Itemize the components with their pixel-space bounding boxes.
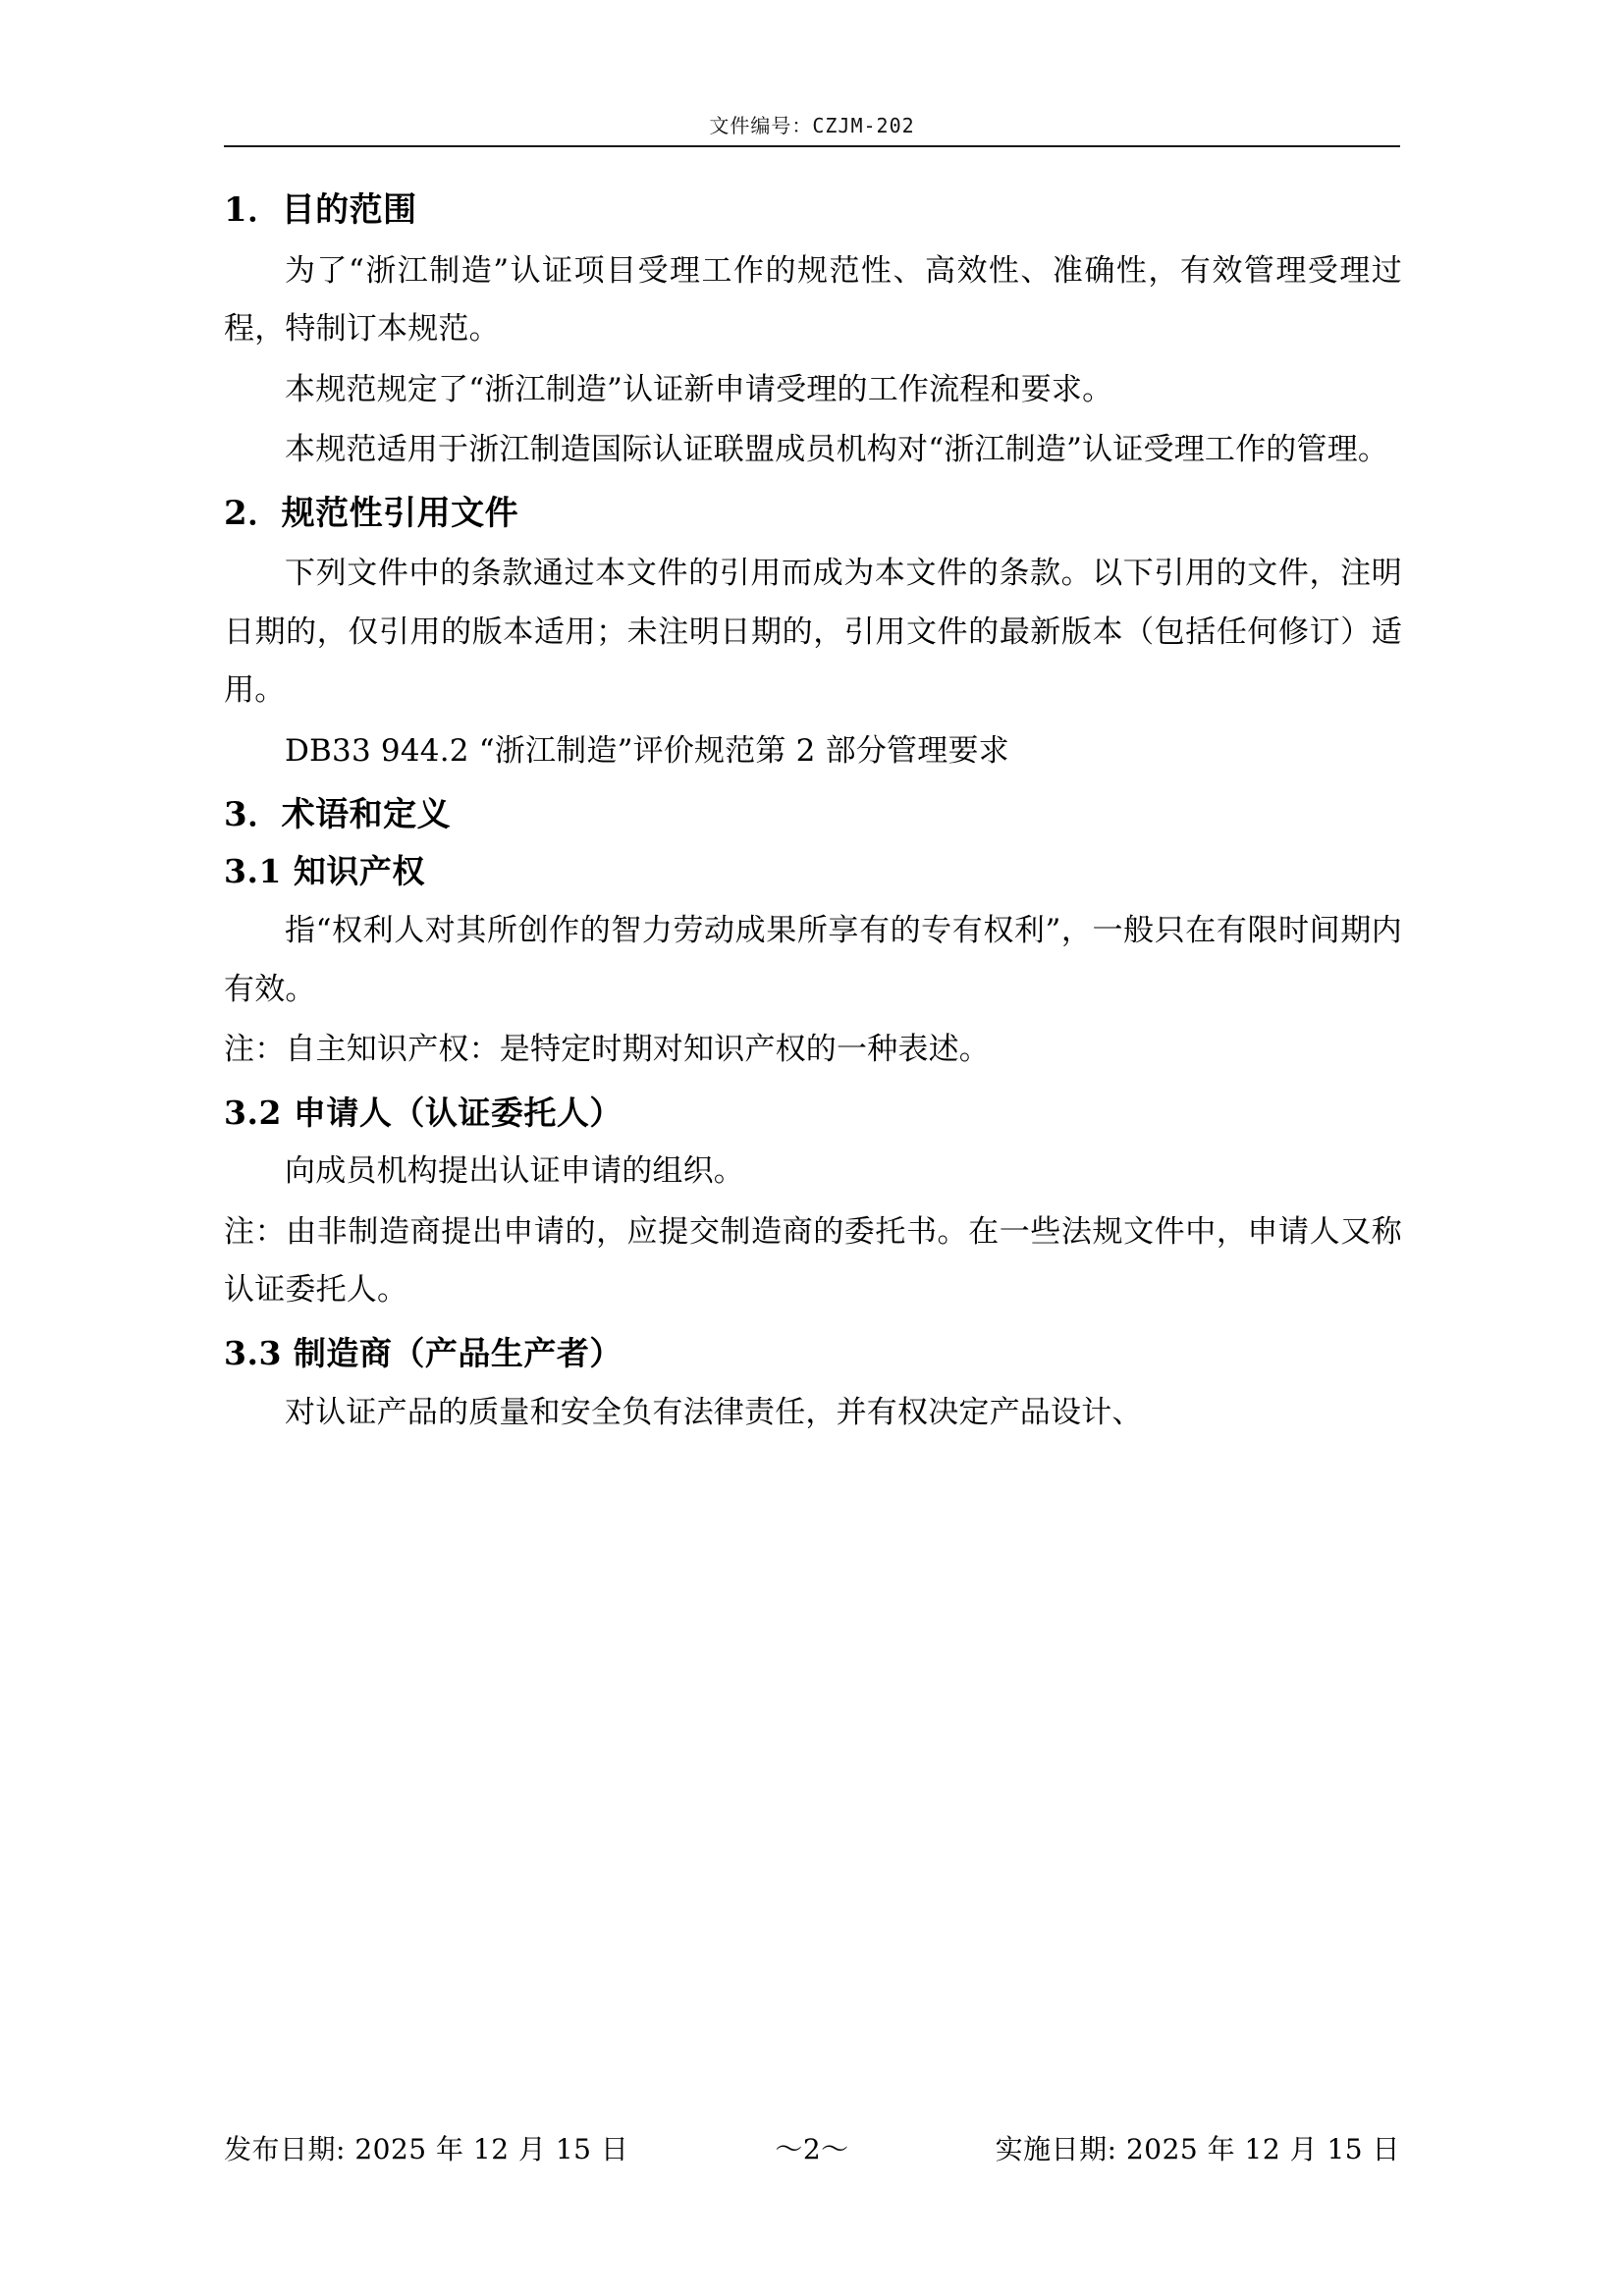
paragraph: 本规范适用于浙江制造国际认证联盟成员机构对“浙江制造”认证受理工作的管理。 <box>285 432 1389 468</box>
page-footer <box>224 2128 1400 2167</box>
paragraph: 本规范规定了“浙江制造”认证新申请受理的工作流程和要求。 <box>285 371 1113 407</box>
subsection-heading-3-2: 3.2 申请人（认证委托人） <box>224 1093 623 1132</box>
page-number: ～2～ <box>775 2133 849 2165</box>
reference-standard: DB33 944.2 “浙江制造”评价规范第 2 部分管理要求 <box>285 732 1009 769</box>
paragraph: 向成员机构提出认证申请的组织。 <box>285 1153 744 1190</box>
effective-date: 实施日期: 2025 年 12 月 15 日 <box>995 2133 1400 2165</box>
document-body <box>224 185 1402 1444</box>
paragraph: 对认证产品的质量和安全负有法律责任，并有权决定产品设计、 <box>285 1394 1143 1430</box>
note: 注：由非制造商提出申请的，应提交制造商的委托书。在一些法规文件中，申请人又称认证委托人。 <box>224 1213 1402 1308</box>
document-number: 文件编号：CZJM-202 <box>709 114 915 137</box>
paragraph: 指“权利人对其所创作的智力劳动成果所享有的专有权利”，一般只在有限时间期内有效。 <box>224 912 1402 1007</box>
page-header <box>224 110 1400 138</box>
section-heading-2: 2．规范性引用文件 <box>224 493 519 533</box>
paragraph: 为了“浙江制造”认证项目受理工作的规范性、高效性、准确性，有效管理受理过程，特制订本规范。 <box>224 252 1402 347</box>
section-heading-3: 3．术语和定义 <box>224 794 452 834</box>
subsection-heading-3-3: 3.3 制造商（产品生产者） <box>224 1333 623 1372</box>
paragraph: 下列文件中的条款通过本文件的引用而成为本文件的条款。以下引用的文件，注明日期的，仅引用的版本适用；未注明日期的，引用文件的最新版本（包括任何修订）适用。 <box>224 556 1402 709</box>
section-heading-1: 1．目的范围 <box>224 190 417 230</box>
subsection-heading-3-1: 3.1 知识产权 <box>224 852 425 891</box>
header-divider <box>224 145 1400 147</box>
note: 注：自主知识产权：是特定时期对知识产权的一种表述。 <box>224 1032 990 1068</box>
issue-date: 发布日期: 2025 年 12 月 15 日 <box>224 2133 629 2165</box>
